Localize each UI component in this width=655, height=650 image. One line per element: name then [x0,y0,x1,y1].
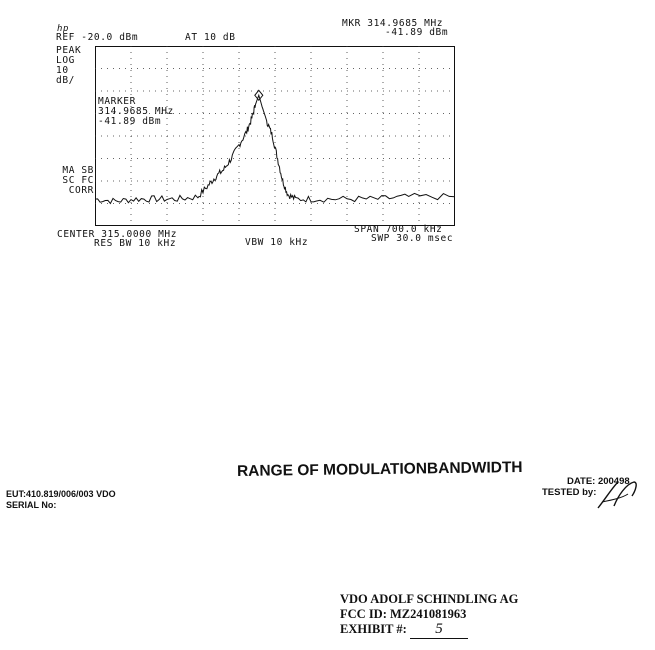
date-label: DATE: 200498 [567,476,630,487]
marker-box-level: -41.89 dBm [98,116,162,127]
ref-level: REF -20.0 dBm [56,32,139,43]
label-sc-fc: SC FC [62,175,94,186]
label-scale: 10 [56,65,69,76]
label-db-div: dB/ [56,75,75,86]
label-peak: PEAK [56,45,82,56]
label-ma-sb: MA SB [62,165,94,176]
plot-grid [95,46,455,226]
span: SPAN 700.0 kHz [354,224,443,235]
spectrum-plot [95,46,455,226]
serial-label: SERIAL No: [6,500,57,510]
resolution-bandwidth: RES BW 10 kHz [94,238,177,249]
fcc-id: FCC ID: MZ241081963 [340,607,467,621]
report-title: RANGE OF MODULATIONBANDWIDTH [236,459,523,480]
exhibit-line [340,621,468,639]
exhibit-number: 5 [410,621,468,639]
eut-label: EUT:410.819/006/003 VDO [6,489,116,499]
left-labels [56,46,81,86]
company-name: VDO ADOLF SCHINDLING AG [340,592,519,606]
label-log: LOG [56,55,75,66]
tested-by-label: TESTED by: [542,487,597,498]
marker-box [98,97,174,127]
attenuation: AT 10 dB [185,32,236,43]
video-bandwidth: VBW 10 kHz [245,237,309,248]
corr-labels [56,166,94,196]
center-frequency: CENTER 315.0000 MHz [57,229,178,240]
marker-box-frequency: 314.9685 MHz [98,106,174,117]
marker-top-frequency: MKR 314.9685 MHz [342,18,444,29]
hp-logo-icon: hp [57,24,70,34]
signature-icon [592,476,642,512]
sweep-time: SWP 30.0 msec [371,233,454,244]
exhibit-label: EXHIBIT #: [340,622,407,636]
marker-box-title: MARKER [98,96,136,107]
label-corr: CORR [68,185,94,196]
marker-top-level: -41.89 dBm [385,27,449,38]
